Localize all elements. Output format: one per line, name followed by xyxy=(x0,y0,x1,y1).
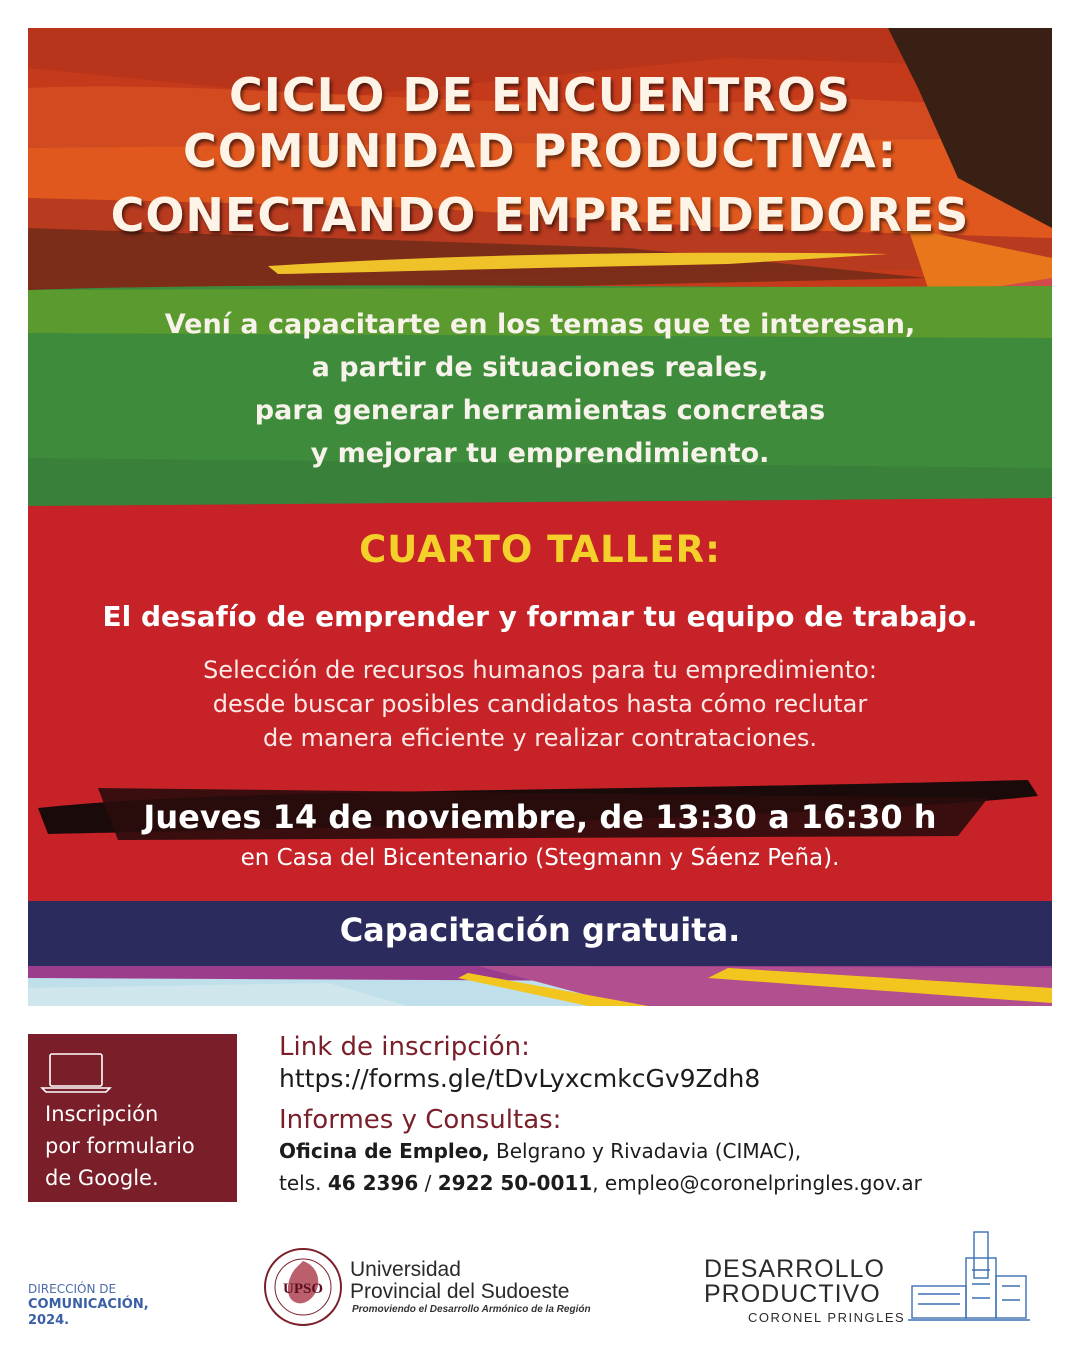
dir-line-2: COMUNICACIÓN, xyxy=(28,1297,149,1312)
tels-prefix: tels. xyxy=(279,1171,328,1195)
link-url[interactable]: https://forms.gle/tDvLyxcmkcGv9Zdh8 xyxy=(279,1064,761,1093)
phones-line xyxy=(279,1171,1059,1195)
direction-credit xyxy=(28,1281,149,1329)
intro-line-1: Vení a capacitarte en los temas que te interesan, xyxy=(164,309,916,340)
university-tagline: Promoviendo el Desarrollo Armónico de la Región xyxy=(352,1304,591,1315)
free-training: Capacitación gratuita. xyxy=(339,911,741,949)
inscription-line-1: Inscripción xyxy=(45,1102,159,1126)
building-icon xyxy=(908,1228,1030,1326)
office-name: Oficina de Empleo, xyxy=(279,1139,490,1163)
intro-line-3: para generar herramientas concretas xyxy=(254,395,826,426)
intro-line-4: y mejorar tu emprendimiento. xyxy=(310,438,770,469)
dp-line-2: PRODUCTIVO xyxy=(704,1280,881,1308)
office-address: Belgrano y Rivadavia (CIMAC), xyxy=(489,1139,802,1163)
upso-seal-logo xyxy=(263,1247,343,1327)
title-line-2: COMUNIDAD PRODUCTIVA: xyxy=(183,124,897,178)
phone-1[interactable]: 46 2396 xyxy=(327,1171,419,1195)
phone-2[interactable]: 2922 50-0011 xyxy=(437,1171,593,1195)
university-name xyxy=(350,1259,569,1303)
dir-line-1: DIRECCIÓN DE xyxy=(28,1282,117,1296)
link-label: Link de inscripción: xyxy=(279,1032,530,1062)
title-line-3: CONECTANDO EMPRENDEDORES xyxy=(110,188,970,242)
intro-line-2: a partir de situaciones reales, xyxy=(311,352,769,383)
dp-line-1: DESARROLLO xyxy=(704,1255,885,1283)
dir-line-3: 2024. xyxy=(28,1313,70,1328)
contact-label: Informes y Consultas: xyxy=(279,1105,562,1135)
dp-line-3: CORONEL PRINGLES xyxy=(748,1310,906,1325)
taller-title: CUARTO TALLER: xyxy=(359,528,721,571)
title-line-1: CICLO DE ENCUENTROS xyxy=(228,68,852,122)
event-place: en Casa del Bicentenario (Stegmann y Sáenz Peña). xyxy=(240,845,840,871)
inscription-text xyxy=(45,1098,195,1194)
event-date: Jueves 14 de noviembre, de 13:30 a 16:30 h xyxy=(143,798,937,836)
inscription-box xyxy=(28,1034,237,1202)
desarrollo-productivo-logo xyxy=(704,1257,905,1325)
uni-line-2: Provincial del Sudoeste xyxy=(350,1280,570,1303)
info-section xyxy=(279,1032,1059,1195)
laptop-icon xyxy=(40,1052,112,1094)
upso-seal-text: UPSO xyxy=(282,1281,324,1297)
tel-separator: / xyxy=(418,1171,438,1195)
office-line xyxy=(279,1139,1059,1163)
taller-desc-2: desde buscar posibles candidatos hasta cómo reclutar xyxy=(212,690,868,718)
taller-desc-3: de manera eficiente y realizar contrataciones. xyxy=(262,724,818,752)
uni-line-1: Universidad xyxy=(350,1258,461,1281)
inscription-line-3: de Google. xyxy=(45,1166,159,1190)
poster xyxy=(28,28,1052,1006)
inscription-line-2: por formulario xyxy=(45,1134,195,1158)
email[interactable]: , empleo@coronelpringles.gov.ar xyxy=(592,1171,922,1195)
taller-subtitle: El desafío de emprender y formar tu equipo de trabajo. xyxy=(102,600,978,633)
taller-desc-1: Selección de recursos humanos para tu empredimiento: xyxy=(203,656,877,684)
